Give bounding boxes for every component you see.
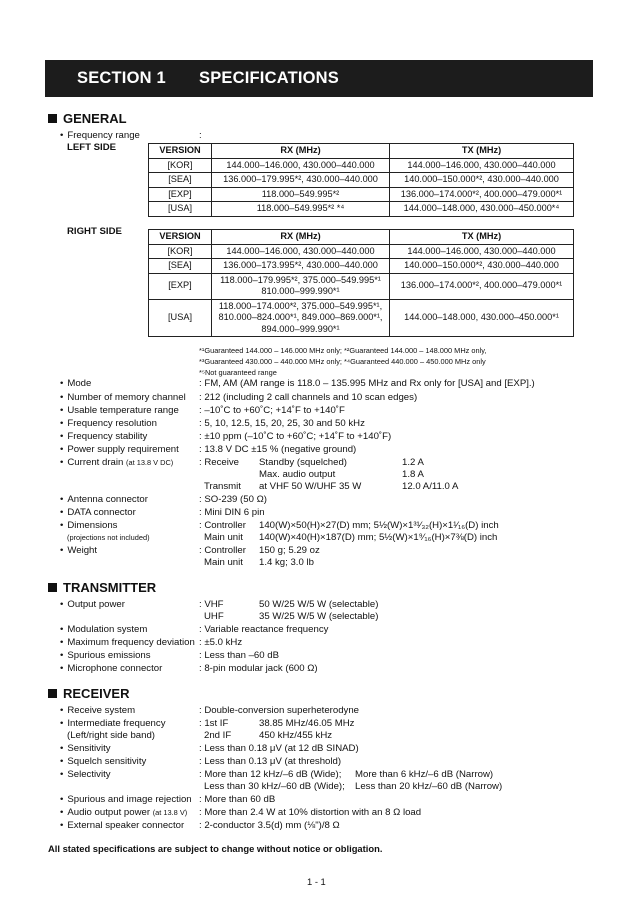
- table-cell: [KOR]: [149, 244, 212, 259]
- power-supply-value: : 13.8 V DC ±15 % (negative ground): [199, 444, 357, 455]
- version-header: VERSION: [149, 144, 212, 159]
- table-row: [149, 158, 574, 173]
- sensitivity-value: : Less than 0.18 μV (at 12 dB SINAD): [199, 743, 359, 754]
- resolution-value: : 5, 10, 12.5, 15, 20, 25, 30 and 50 kHz: [199, 418, 365, 429]
- resolution-label: • Frequency resolution: [60, 418, 157, 429]
- heading-square-icon: [48, 583, 57, 592]
- sensitivity-label: • Sensitivity: [60, 743, 111, 754]
- table-cell: [KOR]: [149, 158, 212, 173]
- tx-header: TX (MHz): [390, 144, 574, 159]
- table-cell: 140.000–150.000*², 430.000–440.000: [390, 173, 574, 188]
- selectivity-wide-6db: : More than 12 kHz/–6 dB (Wide);: [199, 769, 342, 780]
- table-header-row: [149, 230, 574, 245]
- table-cell: 136.000–174.000*², 400.000–479.000*¹: [390, 273, 574, 299]
- if-label: • Intermediate frequency: [60, 718, 166, 729]
- memory-value: : 212 (including 2 call channels and 10 scan edges): [199, 392, 418, 403]
- max-audio-label: Max. audio output: [259, 469, 336, 480]
- data-connector-value: : Mini DIN 6 pin: [199, 507, 265, 518]
- table-cell: 136.000–174.000*², 400.000–479.000*¹: [390, 187, 574, 202]
- selectivity-wide-60db: Less than 30 kHz/–60 dB (Wide);: [204, 781, 345, 792]
- vhf-value: 50 W/25 W/5 W (selectable): [259, 599, 379, 610]
- spurious-emissions-label: • Spurious emissions: [60, 650, 151, 661]
- left-side-table: [148, 143, 574, 217]
- footnote-line: *¹Guaranteed 144.000 – 146.000 MHz only; *²Guaranteed 144.000 – 148.000 MHz only,: [199, 346, 487, 355]
- table-row: [149, 299, 574, 337]
- table-cell: 144.000–148.000, 430.000–450.000*¹: [390, 299, 574, 337]
- footnote-line: *⁵Not guaranteed range: [199, 368, 277, 377]
- weight-main-value: 1.4 kg; 3.0 lb: [259, 557, 314, 568]
- rx-header: RX (MHz): [212, 230, 390, 245]
- disclaimer: All stated specifications are subject to change without notice or obligation.: [48, 843, 383, 854]
- image-rejection-label: • Spurious and image rejection: [60, 794, 192, 805]
- table-cell: 144.000–146.000, 430.000–440.000: [390, 158, 574, 173]
- memory-label: • Number of memory channel: [60, 392, 186, 403]
- rx-header: RX (MHz): [212, 144, 390, 159]
- receive-system-value: : Double-conversion superheterodyne: [199, 705, 359, 716]
- selectivity-label: • Selectivity: [60, 769, 111, 780]
- ext-speaker-label: • External speaker connector: [60, 820, 184, 831]
- dim-main-value: 140(W)×40(H)×187(D) mm; 5½(W)×1⁹⁄₁₆(H)×7⅜(D) inch: [259, 532, 498, 543]
- audio-output-label: • Audio output power (at 13.8 V): [60, 807, 187, 818]
- table-cell: 144.000–148.000, 430.000–450.000*⁴: [390, 202, 574, 217]
- dimensions-label: • Dimensions: [60, 520, 117, 531]
- if-second-value: 450 kHz/455 kHz: [259, 730, 333, 741]
- table-row: [149, 187, 574, 202]
- table-cell: 118.000–549.995*² *⁴: [212, 202, 390, 217]
- transmit-value: 12.0 A/11.0 A: [402, 481, 459, 492]
- dim-controller-label: : Controller: [199, 520, 246, 531]
- output-power-label: • Output power: [60, 599, 125, 610]
- table-row: [149, 173, 574, 188]
- table-cell: [SEA]: [149, 259, 212, 274]
- modulation-label: • Modulation system: [60, 624, 147, 635]
- table-cell: 118.000–174.000*², 375.000–549.995*¹, 810.000–824.000*¹, 849.000–869.000*¹, 894.000–999.990*¹: [212, 299, 390, 337]
- squelch-value: : Less than 0.13 μV (at threshold): [199, 756, 342, 767]
- standby-value: 1.2 A: [402, 457, 424, 468]
- dimensions-sub: (projections not included): [67, 533, 150, 542]
- uhf-value: 35 W/25 W/5 W (selectable): [259, 611, 379, 622]
- vhf-label: : VHF: [199, 599, 224, 610]
- mode-label: • Mode: [60, 378, 91, 389]
- heading-square-icon: [48, 689, 57, 698]
- table-cell: 136.000–179.995*², 430.000–440.000: [212, 173, 390, 188]
- weight-controller-label: : Controller: [199, 545, 246, 556]
- table-cell: 144.000–146.000, 430.000–440.000: [212, 244, 390, 259]
- receive-system-label: • Receive system: [60, 705, 135, 716]
- mode-value: : FM, AM (AM range is 118.0 – 135.995 MHz and Rx only for [USA] and [EXP].): [199, 378, 535, 389]
- selectivity-narrow-60db: Less than 20 kHz/–60 dB (Narrow): [355, 781, 503, 792]
- weight-main-label: Main unit: [204, 557, 243, 568]
- transmit-condition: at VHF 50 W/UHF 35 W: [259, 481, 362, 492]
- temp-value: : –10˚C to +60˚C; +14˚F to +140˚F: [199, 405, 345, 416]
- spurious-emissions-value: : Less than –60 dB: [199, 650, 280, 661]
- right-side-table: [148, 229, 574, 337]
- footnotes: [199, 345, 486, 378]
- table-cell: [USA]: [149, 202, 212, 217]
- table-row: [149, 202, 574, 217]
- if-first-label: : 1st IF: [199, 718, 229, 729]
- dim-controller-value: 140(W)×50(H)×27(D) mm; 5½(W)×1³¹⁄₃₂(H)×1¹⁄₁₆(D) inch: [259, 520, 499, 531]
- if-second-label: 2nd IF: [204, 730, 232, 741]
- section-number: SECTION 1: [77, 69, 166, 87]
- audio-output-value: : More than 2.4 W at 10% distortion with an 8 Ω load: [199, 807, 422, 818]
- table-cell: 140.000–150.000*², 430.000–440.000: [390, 259, 574, 274]
- stability-label: • Frequency stability: [60, 431, 147, 442]
- tx-header: TX (MHz): [390, 230, 574, 245]
- stability-value: : ±10 ppm (–10˚C to +60˚C; +14˚F to +140˚F): [199, 431, 392, 442]
- table-cell: [USA]: [149, 299, 212, 337]
- deviation-value: : ±5.0 kHz: [199, 637, 243, 648]
- current-drain-label: • Current drain (at 13.8 V DC): [60, 457, 173, 468]
- max-audio-value: 1.8 A: [402, 469, 424, 480]
- table-header-row: [149, 144, 574, 159]
- heading-square-icon: [48, 114, 57, 123]
- transmitter-heading: TRANSMITTER: [48, 580, 156, 595]
- version-header: VERSION: [149, 230, 212, 245]
- receiver-heading: RECEIVER: [48, 686, 129, 701]
- dim-main-label: Main unit: [204, 532, 243, 543]
- antenna-value: : SO-239 (50 Ω): [199, 494, 267, 505]
- section-banner: [45, 60, 593, 97]
- table-cell: 136.000–173.995*², 430.000–440.000: [212, 259, 390, 274]
- image-rejection-value: : More than 60 dB: [199, 794, 276, 805]
- squelch-label: • Squelch sensitivity: [60, 756, 146, 767]
- table-row: [149, 244, 574, 259]
- right-side-label: RIGHT SIDE: [67, 226, 122, 237]
- general-heading: GENERAL: [48, 111, 127, 126]
- table-cell: [EXP]: [149, 273, 212, 299]
- selectivity-narrow-6db: More than 6 kHz/–6 dB (Narrow): [355, 769, 494, 780]
- left-side-label: LEFT SIDE: [67, 142, 117, 153]
- weight-label: • Weight: [60, 545, 97, 556]
- table-cell: 144.000–146.000, 430.000–440.000: [390, 244, 574, 259]
- if-sub: (Left/right side band): [67, 730, 155, 741]
- table-cell: 144.000–146.000, 430.000–440.000: [212, 158, 390, 173]
- weight-controller-value: 150 g; 5.29 oz: [259, 545, 320, 556]
- table-cell: [EXP]: [149, 187, 212, 202]
- table-cell: [SEA]: [149, 173, 212, 188]
- table-cell: 118.000–179.995*², 375.000–549.995*¹ 810.000–999.990*¹: [212, 273, 390, 299]
- if-first-value: 38.85 MHz/46.05 MHz: [259, 718, 355, 729]
- page-number: 1 - 1: [307, 876, 326, 887]
- temp-label: • Usable temperature range: [60, 405, 179, 416]
- table-row: [149, 259, 574, 274]
- table-row: [149, 273, 574, 299]
- antenna-label: • Antenna connector: [60, 494, 148, 505]
- receive-label: : Receive: [199, 457, 239, 468]
- ext-speaker-value: : 2-conductor 3.5(d) mm (⅛")/8 Ω: [199, 820, 340, 831]
- footnote-line: *³Guaranteed 430.000 – 440.000 MHz only; *⁴Guaranteed 440.000 – 450.000 MHz only: [199, 357, 486, 366]
- freq-range-label: • Frequency range: [60, 130, 140, 141]
- uhf-label: UHF: [204, 611, 224, 622]
- deviation-label: • Maximum frequency deviation: [60, 637, 195, 648]
- freq-range-colon: :: [199, 130, 202, 141]
- mic-connector-label: • Microphone connector: [60, 663, 162, 674]
- transmit-label: Transmit: [204, 481, 241, 492]
- data-connector-label: • DATA connector: [60, 507, 136, 518]
- mic-connector-value: : 8-pin modular jack (600 Ω): [199, 663, 318, 674]
- section-title: SPECIFICATIONS: [199, 69, 340, 87]
- table-cell: 118.000–549.995*²: [212, 187, 390, 202]
- standby-label: Standby (squelched): [259, 457, 347, 468]
- modulation-value: : Variable reactance frequency: [199, 624, 329, 635]
- power-supply-label: • Power supply requirement: [60, 444, 179, 455]
